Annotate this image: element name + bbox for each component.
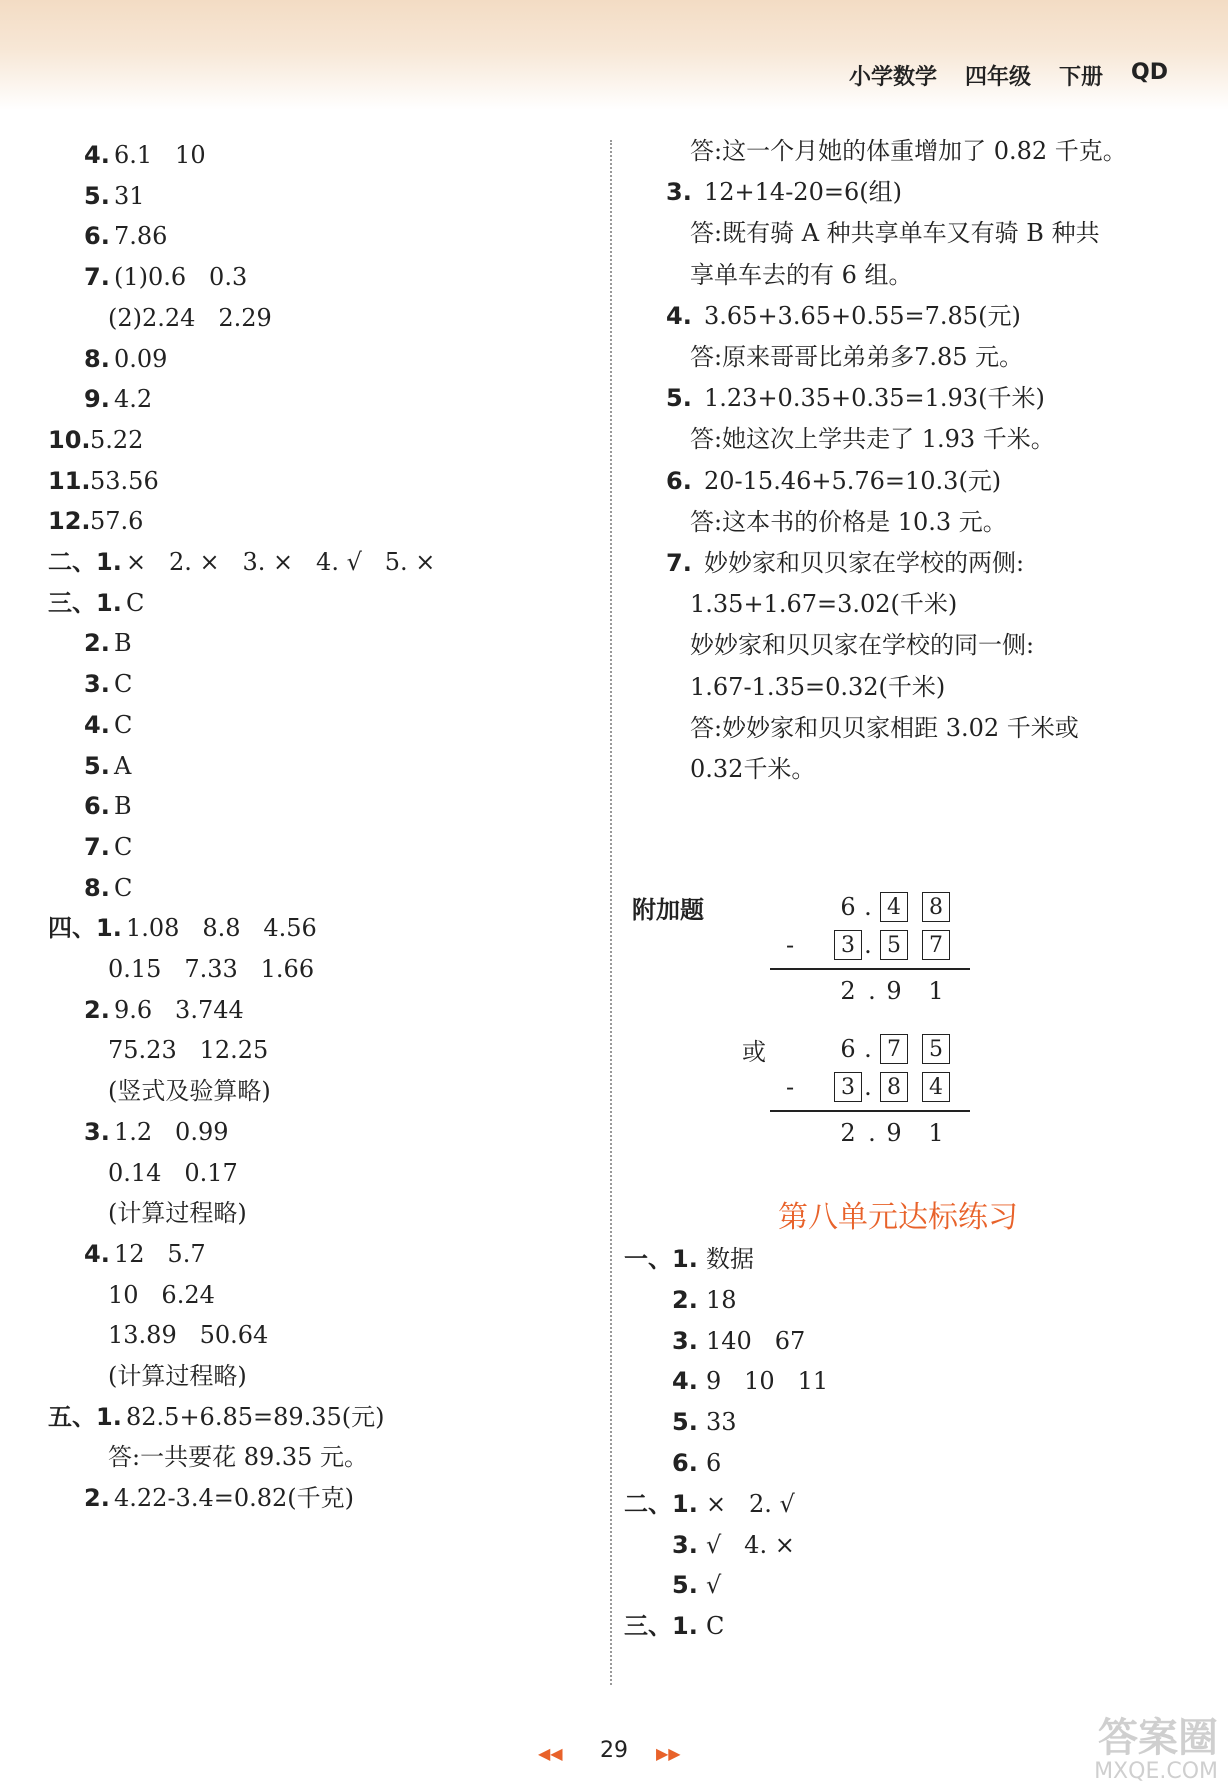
- answer-text: 53.56: [90, 466, 159, 495]
- answer-line: [108, 1361, 247, 1391]
- item-number: 4.: [84, 141, 110, 169]
- answer-box: 8: [880, 1072, 908, 1102]
- header-grade: 四年级: [965, 65, 1032, 90]
- item-number: 8.: [84, 873, 110, 902]
- answer-line: [690, 260, 913, 290]
- answer-text: 18: [706, 1285, 737, 1314]
- answer-text: 答:既有骑 A 种共享单车又有骑 B 种共: [690, 219, 1100, 248]
- answer-box: 4: [922, 1072, 950, 1102]
- decimal-point: .: [868, 977, 876, 1005]
- answer-line: [690, 342, 1023, 372]
- digit: 6: [840, 1035, 856, 1063]
- item-number: 6.: [672, 1449, 698, 1477]
- answer-text: 5.22: [90, 425, 144, 454]
- answer-text: B: [114, 792, 132, 821]
- minus-sign: -: [785, 931, 795, 959]
- decimal-point: .: [864, 1073, 872, 1101]
- answer-line: [108, 1035, 268, 1065]
- item-number: 5.: [672, 1571, 698, 1600]
- column-divider: [610, 140, 612, 1685]
- answer-text: C: [114, 873, 133, 902]
- answer-box: 4: [880, 892, 908, 922]
- answer-text: √: [706, 1571, 722, 1600]
- digit: 2: [840, 977, 856, 1005]
- answer-line: [108, 1442, 368, 1472]
- answer-text: (2)2.24 2.29: [108, 303, 272, 332]
- section-title: 第八单元达标练习: [778, 1200, 1018, 1235]
- item-number: 3.: [84, 670, 110, 699]
- header-subject: 小学数学: [848, 65, 937, 90]
- answer-line: [690, 713, 1079, 743]
- answer-text: 1.2 0.99: [114, 1117, 229, 1146]
- answer-text: 7.86: [114, 222, 168, 251]
- answer-text: 1.08 8.8 4.56: [126, 914, 317, 943]
- answer-line: [690, 136, 1127, 166]
- item-number: 4.: [84, 1239, 110, 1268]
- item-number: 5.: [84, 181, 110, 210]
- item-number: 10.: [48, 425, 91, 454]
- answer-text: 6.1 10: [114, 141, 206, 169]
- sum-line: [770, 968, 970, 970]
- answer-box: 3: [834, 930, 862, 960]
- answer-text: (计算过程略): [108, 1362, 247, 1390]
- item-number: 2.: [84, 995, 110, 1024]
- answer-text: 10 6.24: [108, 1280, 215, 1309]
- answer-text: 31: [114, 181, 145, 210]
- digit: 9: [886, 977, 902, 1005]
- item-number: 7.: [666, 549, 692, 577]
- decimal-point: .: [864, 1035, 872, 1063]
- answer-text: 4.22-3.4=0.82(千克): [114, 1484, 354, 1513]
- answer-line: [690, 754, 815, 784]
- answer-text: 13.89 50.64: [108, 1321, 269, 1350]
- answer-line: [108, 303, 272, 333]
- answer-text: C: [114, 670, 133, 699]
- item-number: 3.: [672, 1326, 698, 1355]
- header-band: [0, 0, 1228, 110]
- answer-text: 1.23+0.35+0.35=1.93(千米): [704, 384, 1045, 413]
- page-number: 29: [600, 1738, 628, 1763]
- answer-text: 答:她这次上学共走了 1.93 千米。: [690, 425, 1055, 454]
- prev-page-arrow-icon: ◀◀: [538, 1744, 563, 1763]
- answer-text: 答:一共要花 89.35 元。: [108, 1443, 369, 1472]
- answer-text: 6: [706, 1449, 722, 1477]
- answer-text: 0.14 0.17: [108, 1158, 238, 1187]
- answer-text: 享单车去的有 6 组。: [690, 260, 913, 289]
- answer-text: 1.67-1.35=0.32(千米): [690, 672, 946, 701]
- answer-text: 140 67: [706, 1326, 806, 1355]
- answer-text: 数据: [706, 1245, 754, 1273]
- answer-line: [108, 1280, 215, 1310]
- bonus-label: 附加题: [632, 896, 704, 924]
- answer-line: [108, 1198, 247, 1228]
- item-number: 4.: [84, 710, 110, 739]
- sum-line: [770, 1110, 970, 1112]
- answer-text: 12+14-20=6(组): [704, 178, 902, 207]
- answer-line: [690, 630, 1034, 660]
- next-page-arrow-icon: ▶▶: [656, 1744, 681, 1763]
- answer-text: 答:妙妙家和贝贝家相距 3.02 千米或: [690, 713, 1079, 742]
- answer-line: [690, 507, 1007, 537]
- answer-text: 0.15 7.33 1.66: [108, 955, 315, 983]
- answer-line: [690, 589, 957, 619]
- answer-line: [108, 1076, 271, 1106]
- answer-text: 答:这本书的价格是 10.3 元。: [690, 507, 1007, 536]
- item-number: 12.: [48, 507, 91, 536]
- item-number: 三、1.: [48, 588, 122, 617]
- answer-line: [108, 1158, 238, 1188]
- decimal-point: .: [868, 1119, 876, 1147]
- item-number: 四、1.: [48, 914, 122, 943]
- answer-text: C: [126, 588, 145, 617]
- answer-text: C: [114, 710, 133, 739]
- answer-box: 5: [880, 930, 908, 960]
- item-number: 5.: [672, 1408, 698, 1437]
- item-number: 2.: [672, 1285, 698, 1314]
- answer-text: 9.6 3.744: [114, 995, 244, 1024]
- answer-text: × 2. × 3. × 4. √ 5. ×: [126, 548, 436, 576]
- answer-text: 20-15.46+5.76=10.3(元): [704, 466, 1002, 495]
- answer-text: (竖式及验算略): [108, 1077, 271, 1106]
- item-number: 3.: [84, 1117, 110, 1146]
- answer-text: A: [114, 751, 132, 780]
- answer-text: 33: [706, 1408, 737, 1437]
- item-number: 4.: [666, 301, 692, 330]
- digit: 1: [928, 1119, 944, 1147]
- answer-box: 5: [922, 1034, 950, 1064]
- answer-box: 7: [880, 1034, 908, 1064]
- item-number: 二、1.: [48, 548, 122, 576]
- answer-text: 57.6: [90, 507, 144, 536]
- item-number: 6.: [666, 466, 692, 495]
- answer-text: 4.2: [114, 385, 153, 414]
- answer-text: 答:原来哥哥比弟弟多7.85 元。: [690, 343, 1024, 371]
- header-volume: 下册: [1059, 65, 1104, 90]
- answer-text: 1.35+1.67=3.02(千米): [690, 590, 958, 619]
- answer-line: [108, 1320, 268, 1350]
- answer-line: [690, 424, 1055, 454]
- answer-text: 82.5+6.85=89.35(元): [126, 1402, 385, 1431]
- answer-text: 0.32千米。: [690, 755, 816, 783]
- answer-text: (计算过程略): [108, 1199, 247, 1228]
- answer-text: √ 4. ×: [706, 1530, 795, 1559]
- answer-text: 75.23 12.25: [108, 1036, 269, 1065]
- answer-text: 答:这一个月她的体重增加了 0.82 千克。: [690, 137, 1127, 165]
- answer-text: 3.65+3.65+0.55=7.85(元): [704, 301, 1021, 330]
- item-number: 4.: [672, 1367, 698, 1396]
- item-number: 6.: [84, 222, 110, 251]
- item-number: 五、1.: [48, 1402, 122, 1431]
- answer-text: 0.09: [114, 344, 168, 373]
- decimal-point: .: [864, 931, 872, 959]
- watermark-logo: 答案圈 MXQE.COM: [1094, 1715, 1218, 1784]
- item-number: 一、1.: [624, 1245, 698, 1273]
- answer-text: 12 5.7: [114, 1239, 206, 1268]
- digit: 9: [886, 1119, 902, 1147]
- item-number: 9.: [84, 385, 110, 414]
- answer-line: [690, 672, 945, 702]
- answer-text: C: [706, 1612, 725, 1641]
- item-number: 7.: [84, 832, 110, 861]
- item-number: 5.: [84, 751, 110, 780]
- item-number: 11.: [48, 466, 91, 495]
- answer-line: [690, 218, 1100, 248]
- item-number: 2.: [84, 629, 110, 658]
- answer-text: 妙妙家和贝贝家在学校的同一侧:: [690, 631, 1035, 660]
- item-number: 三、1.: [624, 1612, 698, 1641]
- answer-text: C: [114, 832, 133, 861]
- answer-text: 9 10 11: [706, 1367, 829, 1396]
- answer-box: 7: [922, 930, 950, 960]
- or-label: 或: [742, 1038, 766, 1066]
- digit: 2: [840, 1119, 856, 1147]
- digit: 6: [840, 893, 856, 921]
- item-number: 8.: [84, 344, 110, 373]
- minus-sign: -: [785, 1073, 795, 1101]
- item-number: 二、1.: [624, 1489, 698, 1518]
- answer-text: (1)0.6 0.3: [114, 263, 248, 292]
- answer-text: × 2. √: [706, 1489, 795, 1518]
- answer-text: 妙妙家和贝贝家在学校的两侧:: [704, 549, 1025, 577]
- answer-line: [108, 954, 314, 984]
- answer-box: 8: [922, 892, 950, 922]
- decimal-point: .: [864, 893, 872, 921]
- item-number: 6.: [84, 792, 110, 821]
- page-header: [849, 60, 1168, 91]
- item-number: 3.: [666, 178, 692, 207]
- digit: 1: [928, 977, 944, 1005]
- item-number: 5.: [666, 384, 692, 413]
- item-number: 2.: [84, 1484, 110, 1513]
- header-edition: QD: [1131, 60, 1168, 85]
- item-number: 3.: [672, 1530, 698, 1559]
- item-number: 7.: [84, 263, 110, 292]
- answer-box: 3: [834, 1072, 862, 1102]
- answer-text: B: [114, 629, 132, 658]
